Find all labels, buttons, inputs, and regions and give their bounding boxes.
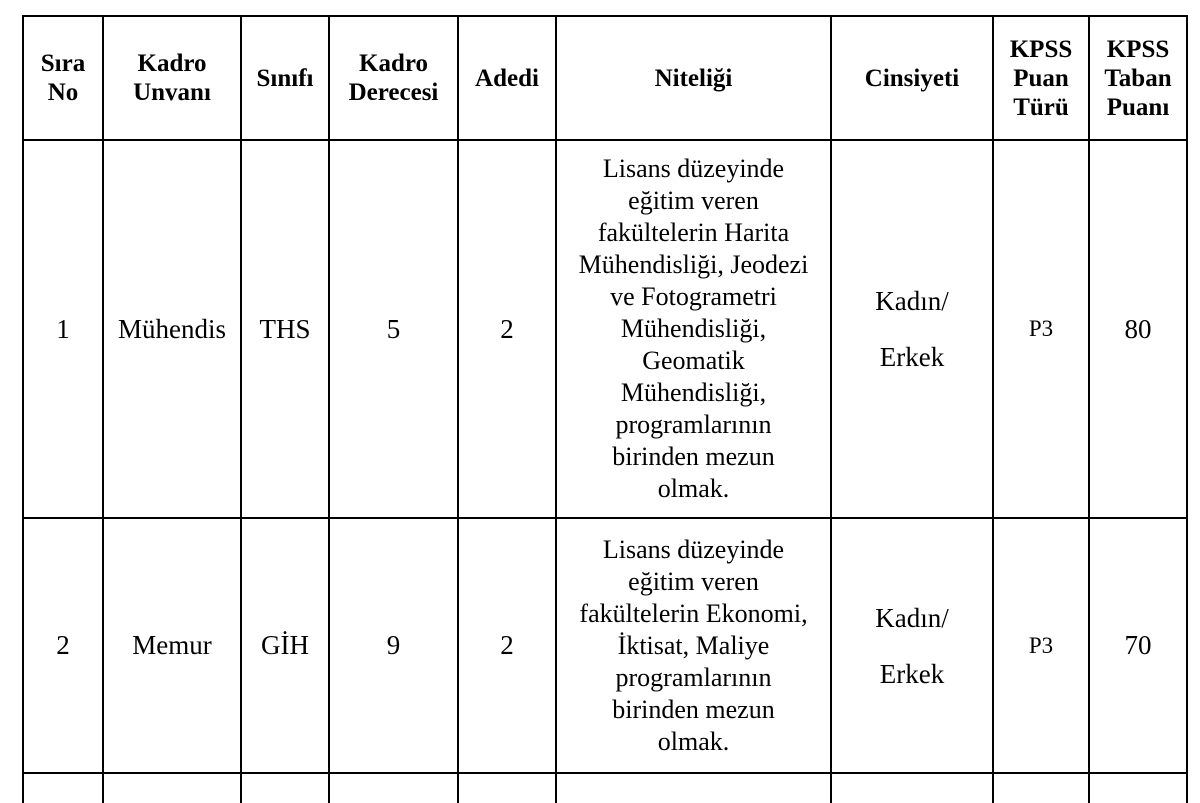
header-sira-no: Sıra No [23,16,103,140]
cell-kadro-derecesi: 9 [329,518,458,773]
header-row [23,16,1187,140]
cell-empty [556,773,831,803]
cell-kadro-derecesi: 5 [329,140,458,518]
cell-empty [23,773,103,803]
cell-empty [103,773,241,803]
cell-sinifi: THS [241,140,329,518]
cell-kadro-unvani: Mühendis [103,140,241,518]
cell-kpss-puan-turu: P3 [993,140,1089,518]
cell-kadro-unvani: Memur [103,518,241,773]
header-kadro-unvani: Kadro Unvanı [103,16,241,140]
cell-niteligi: Lisans düzeyinde eğitim veren fakültelerin Ekonomi, İktisat, Maliye programlarının birinden mezun olmak. [556,518,831,773]
header-cinsiyeti: Cinsiyeti [831,16,993,140]
cell-adedi: 2 [458,518,556,773]
cell-adedi: 2 [458,140,556,518]
cell-niteligi: Lisans düzeyinde eğitim veren fakültelerin Harita Mühendisliği, Jeodezi ve Fotogrametri Mühendisliği, Geomatik Mühendisliği, programlarının birinden mezun olmak. [556,140,831,518]
header-kadro-derecesi: Kadro Derecesi [329,16,458,140]
header-kpss-taban-puani: KPSS Taban Puanı [1089,16,1187,140]
table-row-partial [23,773,1187,803]
cell-empty [458,773,556,803]
staff-table [22,15,1188,803]
cell-empty [993,773,1089,803]
cell-sira-no: 1 [23,140,103,518]
table-row [23,140,1187,518]
cell-cinsiyeti: Kadın/ Erkek [831,140,993,518]
cell-empty [1089,773,1187,803]
header-kpss-puan-turu: KPSS Puan Türü [993,16,1089,140]
cell-kpss-taban-puani: 70 [1089,518,1187,773]
header-adedi: Adedi [458,16,556,140]
cell-empty [329,773,458,803]
table-row [23,518,1187,773]
cell-empty [241,773,329,803]
cell-kpss-taban-puani: 80 [1089,140,1187,518]
header-sinifi: Sınıfı [241,16,329,140]
cell-empty [831,773,993,803]
cell-sira-no: 2 [23,518,103,773]
cell-cinsiyeti: Kadın/ Erkek [831,518,993,773]
header-niteligi: Niteliği [556,16,831,140]
cell-kpss-puan-turu: P3 [993,518,1089,773]
cell-sinifi: GİH [241,518,329,773]
